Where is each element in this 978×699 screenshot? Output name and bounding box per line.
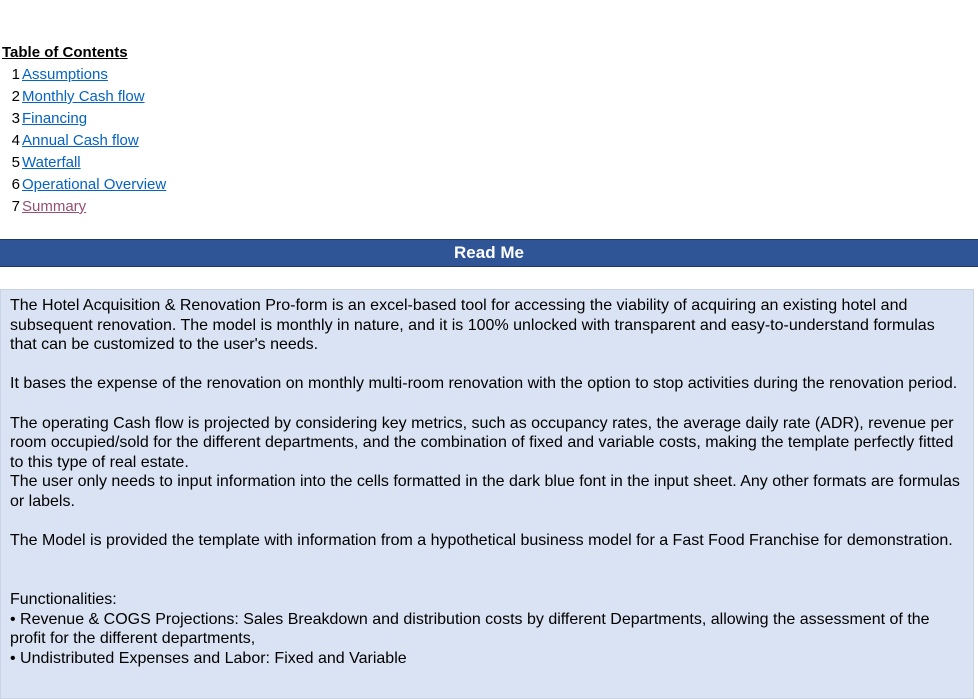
readme-functionalities-heading: Functionalities: bbox=[10, 590, 117, 608]
toc-link-monthly-cash-flow[interactable]: Monthly Cash flow bbox=[22, 88, 145, 105]
toc-link-assumptions[interactable]: Assumptions bbox=[22, 66, 108, 83]
readme-bullet-expenses: • Undistributed Expenses and Labor: Fixed and Variable bbox=[10, 649, 407, 667]
toc-link-summary[interactable]: Summary bbox=[22, 198, 87, 215]
toc-item-number: 5 bbox=[11, 154, 20, 171]
toc-link-annual-cash-flow[interactable]: Annual Cash flow bbox=[22, 132, 139, 149]
toc-link-operational-overview[interactable]: Operational Overview bbox=[22, 176, 167, 193]
toc-item-waterfall bbox=[2, 152, 402, 174]
read-me-text-box[interactable] bbox=[0, 289, 974, 699]
toc-link-financing[interactable]: Financing bbox=[22, 110, 88, 127]
table-of-contents bbox=[2, 42, 402, 218]
readme-paragraph-renovation: It bases the expense of the renovation on monthly multi-room renovation with the option to stop activities during the renovation period. bbox=[10, 375, 958, 393]
toc-item-assumptions bbox=[2, 64, 402, 86]
toc-item-number: 6 bbox=[11, 176, 20, 193]
toc-item-number: 7 bbox=[11, 198, 20, 215]
readme-bullet-revenue: • Revenue & COGS Projections: Sales Breakdown and distribution costs by different Departments, allowing the assessment of the profit for the different departments, bbox=[10, 610, 930, 648]
toc-item-monthly-cash-flow bbox=[2, 86, 402, 108]
readme-paragraph-cash-flow: The operating Cash flow is projected by considering key metrics, such as occupancy rates, the average daily rate (ADR), revenue per room occupied/sold for the different departments, and the combination of fixed and variable costs, making the template perfectly fitted to this type of real estate. bbox=[10, 414, 954, 471]
toc-item-number: 3 bbox=[11, 110, 20, 127]
toc-item-financing bbox=[2, 108, 402, 130]
toc-item-annual-cash-flow bbox=[2, 130, 402, 152]
toc-title: Table of Contents bbox=[2, 44, 128, 61]
toc-link-waterfall[interactable]: Waterfall bbox=[22, 154, 81, 171]
toc-item-number: 1 bbox=[11, 66, 20, 83]
read-me-header: Read Me bbox=[0, 239, 978, 267]
toc-item-summary bbox=[2, 196, 402, 218]
readme-paragraph-intro: The Hotel Acquisition & Renovation Pro-form is an excel-based tool for accessing the viability of acquiring an existing hotel and subsequent renovation. The model is monthly in nature, and it is 100% unlocked with transparent and easy-to-understand formulas that can be customized to the user's needs. bbox=[10, 297, 935, 354]
readme-paragraph-demo: The Model is provided the template with information from a hypothetical business model for a Fast Food Franchise for demonstration. bbox=[10, 532, 953, 550]
toc-item-number: 2 bbox=[11, 88, 20, 105]
toc-item-operational-overview bbox=[2, 174, 402, 196]
toc-item-number: 4 bbox=[11, 132, 20, 149]
readme-paragraph-input: The user only needs to input information into the cells formatted in the dark blue font in the input sheet. Any other formats are formulas or labels. bbox=[10, 473, 960, 510]
